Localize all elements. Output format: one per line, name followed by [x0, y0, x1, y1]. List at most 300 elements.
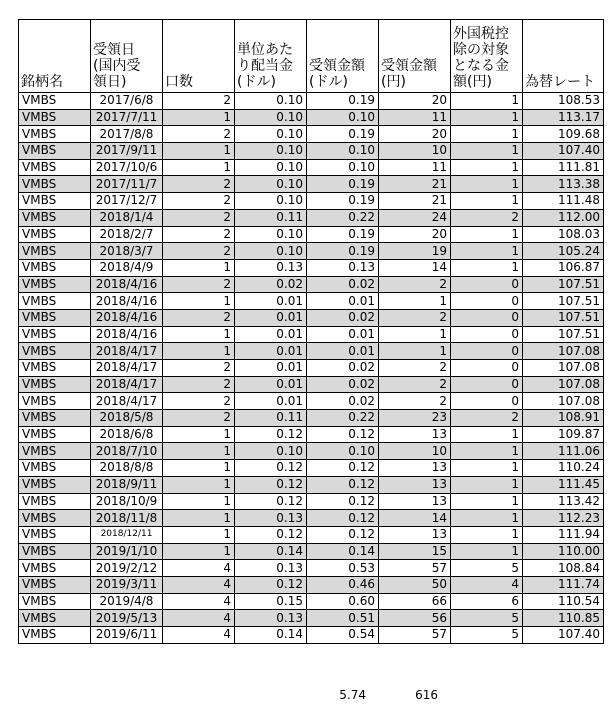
cell-amount-jpy[interactable]: 13 [379, 526, 451, 543]
cell-ticker[interactable]: VMBS [19, 309, 91, 326]
cell-amount-jpy[interactable]: 11 [379, 109, 451, 126]
cell-dividend-per-unit[interactable]: 0.13 [235, 610, 307, 627]
cell-exchange-rate[interactable]: 107.51 [523, 326, 604, 343]
cell-units[interactable]: 1 [163, 326, 235, 343]
cell-amount-usd[interactable]: 0.01 [307, 293, 379, 310]
cell-amount-usd[interactable]: 0.02 [307, 393, 379, 410]
cell-exchange-rate[interactable]: 105.24 [523, 243, 604, 260]
cell-units[interactable]: 1 [163, 143, 235, 160]
table-row [19, 93, 604, 110]
cell-amount-usd[interactable]: 0.12 [307, 526, 379, 543]
cell-amount-jpy[interactable]: 21 [379, 176, 451, 193]
cell-exchange-rate[interactable]: 111.94 [523, 526, 604, 543]
cell-dividend-per-unit[interactable]: 0.10 [235, 226, 307, 243]
table-row [19, 193, 604, 210]
cell-ticker[interactable]: VMBS [19, 393, 91, 410]
cell-ticker[interactable]: VMBS [19, 143, 91, 160]
cell-amount-usd[interactable]: 0.10 [307, 143, 379, 160]
cell-foreign-tax-credit[interactable]: 5 [451, 560, 523, 577]
cell-foreign-tax-credit[interactable]: 1 [451, 243, 523, 260]
cell-amount-jpy[interactable]: 1 [379, 343, 451, 360]
cell-amount-usd[interactable]: 0.22 [307, 209, 379, 226]
cell-units[interactable]: 4 [163, 627, 235, 644]
cell-amount-jpy[interactable]: 57 [379, 560, 451, 577]
cell-received-date[interactable]: 2018/2/7 [91, 226, 163, 243]
cell-ticker[interactable]: VMBS [19, 526, 91, 543]
cell-dividend-per-unit[interactable]: 0.01 [235, 326, 307, 343]
cell-amount-jpy[interactable]: 20 [379, 126, 451, 143]
table-row [19, 593, 604, 610]
cell-units[interactable]: 2 [163, 126, 235, 143]
cell-foreign-tax-credit[interactable]: 1 [451, 176, 523, 193]
cell-ticker[interactable]: VMBS [19, 326, 91, 343]
cell-units[interactable]: 1 [163, 460, 235, 477]
cell-received-date[interactable]: 2018/3/7 [91, 243, 163, 260]
cell-received-date[interactable]: 2018/4/9 [91, 259, 163, 276]
table-row [19, 376, 604, 393]
cell-dividend-per-unit[interactable]: 0.01 [235, 393, 307, 410]
cell-amount-jpy[interactable]: 2 [379, 276, 451, 293]
cell-amount-usd[interactable]: 0.12 [307, 510, 379, 527]
cell-foreign-tax-credit[interactable]: 1 [451, 109, 523, 126]
cell-foreign-tax-credit[interactable]: 1 [451, 443, 523, 460]
cell-dividend-per-unit[interactable]: 0.01 [235, 343, 307, 360]
cell-amount-usd[interactable]: 0.10 [307, 109, 379, 126]
cell-foreign-tax-credit[interactable]: 0 [451, 343, 523, 360]
cell-units[interactable]: 1 [163, 510, 235, 527]
cell-dividend-per-unit[interactable]: 0.11 [235, 410, 307, 427]
cell-amount-usd[interactable]: 0.60 [307, 593, 379, 610]
cell-units[interactable]: 2 [163, 193, 235, 210]
cell-exchange-rate[interactable]: 108.53 [523, 93, 604, 110]
cell-foreign-tax-credit[interactable]: 6 [451, 593, 523, 610]
cell-foreign-tax-credit[interactable]: 1 [451, 126, 523, 143]
cell-exchange-rate[interactable]: 107.08 [523, 393, 604, 410]
cell-ticker[interactable]: VMBS [19, 627, 91, 644]
cell-received-date[interactable]: 2017/8/8 [91, 126, 163, 143]
cell-dividend-per-unit[interactable]: 0.12 [235, 493, 307, 510]
cell-exchange-rate[interactable]: 108.03 [523, 226, 604, 243]
cell-received-date[interactable]: 2018/4/17 [91, 360, 163, 377]
cell-amount-jpy[interactable]: 13 [379, 476, 451, 493]
cell-dividend-per-unit[interactable]: 0.10 [235, 159, 307, 176]
cell-foreign-tax-credit[interactable]: 5 [451, 610, 523, 627]
cell-ticker[interactable]: VMBS [19, 543, 91, 560]
cell-units[interactable]: 4 [163, 610, 235, 627]
cell-foreign-tax-credit[interactable]: 1 [451, 526, 523, 543]
cell-ticker[interactable]: VMBS [19, 276, 91, 293]
cell-amount-usd[interactable]: 0.13 [307, 259, 379, 276]
cell-foreign-tax-credit[interactable]: 1 [451, 159, 523, 176]
table-row [19, 243, 604, 260]
cell-amount-usd[interactable]: 0.12 [307, 476, 379, 493]
cell-amount-usd[interactable]: 0.12 [307, 493, 379, 510]
cell-dividend-per-unit[interactable]: 0.13 [235, 510, 307, 527]
cell-foreign-tax-credit[interactable]: 0 [451, 360, 523, 377]
cell-amount-usd[interactable]: 0.12 [307, 460, 379, 477]
cell-amount-jpy[interactable]: 19 [379, 243, 451, 260]
cell-dividend-per-unit[interactable]: 0.10 [235, 193, 307, 210]
cell-units[interactable]: 1 [163, 159, 235, 176]
cell-foreign-tax-credit[interactable]: 1 [451, 426, 523, 443]
cell-foreign-tax-credit[interactable]: 0 [451, 293, 523, 310]
cell-exchange-rate[interactable]: 110.24 [523, 460, 604, 477]
cell-exchange-rate[interactable]: 107.40 [523, 627, 604, 644]
cell-exchange-rate[interactable]: 107.08 [523, 360, 604, 377]
cell-amount-jpy[interactable]: 2 [379, 376, 451, 393]
total-jpy[interactable]: 616 [415, 688, 438, 702]
cell-received-date[interactable]: 2018/4/17 [91, 343, 163, 360]
cell-amount-jpy[interactable]: 20 [379, 93, 451, 110]
cell-units[interactable]: 1 [163, 109, 235, 126]
cell-amount-jpy[interactable]: 13 [379, 460, 451, 477]
table-row [19, 493, 604, 510]
cell-amount-jpy[interactable]: 14 [379, 510, 451, 527]
cell-ticker[interactable]: VMBS [19, 176, 91, 193]
cell-amount-usd[interactable]: 0.19 [307, 126, 379, 143]
cell-foreign-tax-credit[interactable]: 2 [451, 410, 523, 427]
cell-amount-usd[interactable]: 0.02 [307, 276, 379, 293]
cell-received-date[interactable]: 2017/12/7 [91, 193, 163, 210]
cell-foreign-tax-credit[interactable]: 0 [451, 276, 523, 293]
cell-amount-usd[interactable]: 0.02 [307, 309, 379, 326]
cell-units[interactable]: 4 [163, 593, 235, 610]
cell-foreign-tax-credit[interactable]: 0 [451, 376, 523, 393]
cell-amount-usd[interactable]: 0.12 [307, 426, 379, 443]
cell-received-date[interactable]: 2018/7/10 [91, 443, 163, 460]
cell-ticker[interactable]: VMBS [19, 476, 91, 493]
cell-ticker[interactable]: VMBS [19, 243, 91, 260]
cell-amount-usd[interactable]: 0.53 [307, 560, 379, 577]
cell-amount-usd[interactable]: 0.19 [307, 93, 379, 110]
cell-amount-usd[interactable]: 0.51 [307, 610, 379, 627]
cell-units[interactable]: 2 [163, 360, 235, 377]
cell-exchange-rate[interactable]: 107.08 [523, 376, 604, 393]
cell-dividend-per-unit[interactable]: 0.10 [235, 126, 307, 143]
cell-received-date[interactable]: 2018/6/8 [91, 426, 163, 443]
cell-units[interactable]: 1 [163, 259, 235, 276]
cell-amount-usd[interactable]: 0.19 [307, 193, 379, 210]
cell-foreign-tax-credit[interactable]: 1 [451, 193, 523, 210]
cell-exchange-rate[interactable]: 111.74 [523, 576, 604, 593]
cell-foreign-tax-credit[interactable]: 1 [451, 259, 523, 276]
cell-amount-usd[interactable]: 0.46 [307, 576, 379, 593]
header-amount-jpy[interactable]: 受領金額 (円) [379, 20, 451, 93]
cell-dividend-per-unit[interactable]: 0.13 [235, 560, 307, 577]
header-foreign-tax-credit[interactable]: 外国税控 除の対象 となる金 額(円) [451, 20, 523, 93]
cell-ticker[interactable]: VMBS [19, 610, 91, 627]
cell-foreign-tax-credit[interactable]: 1 [451, 510, 523, 527]
table-row [19, 460, 604, 477]
header-dividend-per-unit[interactable]: 単位あた り配当金 (ドル) [235, 20, 307, 93]
cell-foreign-tax-credit[interactable]: 1 [451, 460, 523, 477]
cell-dividend-per-unit[interactable]: 0.01 [235, 360, 307, 377]
cell-dividend-per-unit[interactable]: 0.12 [235, 460, 307, 477]
cell-received-date[interactable]: 2019/2/12 [91, 560, 163, 577]
cell-ticker[interactable]: VMBS [19, 576, 91, 593]
cell-amount-jpy[interactable]: 15 [379, 543, 451, 560]
cell-ticker[interactable]: VMBS [19, 426, 91, 443]
cell-received-date[interactable]: 2017/6/8 [91, 93, 163, 110]
table-row [19, 510, 604, 527]
cell-amount-usd[interactable]: 0.54 [307, 627, 379, 644]
cell-amount-usd[interactable]: 0.22 [307, 410, 379, 427]
cell-amount-usd[interactable]: 0.10 [307, 443, 379, 460]
cell-amount-jpy[interactable]: 20 [379, 226, 451, 243]
cell-dividend-per-unit[interactable]: 0.10 [235, 109, 307, 126]
cell-amount-jpy[interactable]: 13 [379, 493, 451, 510]
cell-exchange-rate[interactable]: 113.42 [523, 493, 604, 510]
cell-amount-jpy[interactable]: 57 [379, 627, 451, 644]
cell-units[interactable]: 2 [163, 376, 235, 393]
cell-exchange-rate[interactable]: 111.45 [523, 476, 604, 493]
table-row [19, 159, 604, 176]
cell-foreign-tax-credit[interactable]: 0 [451, 326, 523, 343]
cell-ticker[interactable]: VMBS [19, 193, 91, 210]
table-row [19, 209, 604, 226]
cell-dividend-per-unit[interactable]: 0.02 [235, 276, 307, 293]
cell-foreign-tax-credit[interactable]: 1 [451, 143, 523, 160]
cell-received-date[interactable]: 2018/4/16 [91, 326, 163, 343]
cell-amount-usd[interactable]: 0.02 [307, 376, 379, 393]
cell-dividend-per-unit[interactable]: 0.10 [235, 176, 307, 193]
cell-units[interactable]: 2 [163, 393, 235, 410]
cell-units[interactable]: 2 [163, 276, 235, 293]
cell-received-date[interactable]: 2018/8/8 [91, 460, 163, 477]
cell-dividend-per-unit[interactable]: 0.01 [235, 376, 307, 393]
cell-dividend-per-unit[interactable]: 0.10 [235, 143, 307, 160]
cell-foreign-tax-credit[interactable]: 1 [451, 476, 523, 493]
cell-received-date[interactable]: 2017/10/6 [91, 159, 163, 176]
cell-amount-jpy[interactable]: 11 [379, 159, 451, 176]
cell-dividend-per-unit[interactable]: 0.12 [235, 476, 307, 493]
cell-ticker[interactable]: VMBS [19, 343, 91, 360]
cell-received-date[interactable]: 2017/11/7 [91, 176, 163, 193]
cell-units[interactable]: 1 [163, 426, 235, 443]
cell-received-date[interactable]: 2018/4/17 [91, 393, 163, 410]
cell-foreign-tax-credit[interactable]: 0 [451, 393, 523, 410]
cell-units[interactable]: 4 [163, 560, 235, 577]
cell-ticker[interactable]: VMBS [19, 493, 91, 510]
cell-exchange-rate[interactable]: 111.81 [523, 159, 604, 176]
cell-exchange-rate[interactable]: 108.91 [523, 410, 604, 427]
cell-foreign-tax-credit[interactable]: 0 [451, 309, 523, 326]
cell-amount-jpy[interactable]: 2 [379, 360, 451, 377]
cell-exchange-rate[interactable]: 110.85 [523, 610, 604, 627]
cell-ticker[interactable]: VMBS [19, 443, 91, 460]
cell-units[interactable]: 1 [163, 443, 235, 460]
cell-units[interactable]: 2 [163, 176, 235, 193]
table-row [19, 526, 604, 543]
cell-received-date[interactable]: 2018/12/11 [91, 526, 163, 543]
cell-exchange-rate[interactable]: 112.00 [523, 209, 604, 226]
cell-amount-usd[interactable]: 0.02 [307, 360, 379, 377]
cell-amount-jpy[interactable]: 10 [379, 143, 451, 160]
cell-dividend-per-unit[interactable]: 0.13 [235, 259, 307, 276]
table-row [19, 393, 604, 410]
cell-exchange-rate[interactable]: 113.38 [523, 176, 604, 193]
cell-received-date[interactable]: 2018/4/16 [91, 293, 163, 310]
cell-received-date[interactable]: 2018/9/11 [91, 476, 163, 493]
header-exchange-rate[interactable]: 為替レート [523, 20, 604, 93]
table-row [19, 293, 604, 310]
spreadsheet [18, 19, 603, 644]
cell-dividend-per-unit[interactable]: 0.01 [235, 309, 307, 326]
cell-amount-usd[interactable]: 0.01 [307, 343, 379, 360]
cell-ticker[interactable]: VMBS [19, 410, 91, 427]
cell-units[interactable]: 2 [163, 93, 235, 110]
cell-units[interactable]: 2 [163, 243, 235, 260]
cell-units[interactable]: 1 [163, 476, 235, 493]
cell-dividend-per-unit[interactable]: 0.12 [235, 576, 307, 593]
cell-exchange-rate[interactable]: 106.87 [523, 259, 604, 276]
cell-dividend-per-unit[interactable]: 0.10 [235, 443, 307, 460]
cell-exchange-rate[interactable]: 110.54 [523, 593, 604, 610]
cell-exchange-rate[interactable]: 107.40 [523, 143, 604, 160]
cell-amount-jpy[interactable]: 2 [379, 309, 451, 326]
cell-amount-jpy[interactable]: 10 [379, 443, 451, 460]
cell-received-date[interactable]: 2019/4/8 [91, 593, 163, 610]
cell-amount-jpy[interactable]: 14 [379, 259, 451, 276]
cell-dividend-per-unit[interactable]: 0.10 [235, 243, 307, 260]
cell-amount-jpy[interactable]: 21 [379, 193, 451, 210]
total-usd[interactable]: 5.74 [339, 688, 366, 702]
cell-units[interactable]: 1 [163, 343, 235, 360]
header-row [19, 20, 604, 93]
cell-received-date[interactable]: 2017/9/11 [91, 143, 163, 160]
totals-row [0, 688, 611, 704]
cell-ticker[interactable]: VMBS [19, 126, 91, 143]
cell-units[interactable]: 1 [163, 526, 235, 543]
cell-units[interactable]: 1 [163, 493, 235, 510]
table-row [19, 343, 604, 360]
cell-units[interactable]: 1 [163, 543, 235, 560]
cell-ticker[interactable]: VMBS [19, 360, 91, 377]
cell-amount-jpy[interactable]: 66 [379, 593, 451, 610]
cell-amount-jpy[interactable]: 56 [379, 610, 451, 627]
table-row [19, 426, 604, 443]
table-row [19, 276, 604, 293]
cell-received-date[interactable]: 2018/4/17 [91, 376, 163, 393]
cell-amount-jpy[interactable]: 50 [379, 576, 451, 593]
table-row [19, 309, 604, 326]
cell-amount-jpy[interactable]: 24 [379, 209, 451, 226]
cell-amount-usd[interactable]: 0.01 [307, 326, 379, 343]
cell-foreign-tax-credit[interactable]: 2 [451, 209, 523, 226]
cell-ticker[interactable]: VMBS [19, 293, 91, 310]
cell-foreign-tax-credit[interactable]: 1 [451, 226, 523, 243]
table-row [19, 126, 604, 143]
cell-dividend-per-unit[interactable]: 0.12 [235, 426, 307, 443]
cell-dividend-per-unit[interactable]: 0.10 [235, 93, 307, 110]
cell-exchange-rate[interactable]: 107.51 [523, 293, 604, 310]
header-received-date[interactable]: 受領日 (国内受 領日) [91, 20, 163, 93]
cell-received-date[interactable]: 2018/10/9 [91, 493, 163, 510]
cell-exchange-rate[interactable]: 113.17 [523, 109, 604, 126]
cell-units[interactable]: 2 [163, 309, 235, 326]
cell-received-date[interactable]: 2018/4/16 [91, 309, 163, 326]
table-row [19, 476, 604, 493]
cell-amount-jpy[interactable]: 13 [379, 426, 451, 443]
cell-foreign-tax-credit[interactable]: 1 [451, 93, 523, 110]
cell-foreign-tax-credit[interactable]: 5 [451, 627, 523, 644]
cell-exchange-rate[interactable]: 111.06 [523, 443, 604, 460]
cell-units[interactable]: 2 [163, 209, 235, 226]
cell-exchange-rate[interactable]: 107.51 [523, 276, 604, 293]
table-row [19, 560, 604, 577]
cell-dividend-per-unit[interactable]: 0.12 [235, 526, 307, 543]
cell-received-date[interactable]: 2018/5/8 [91, 410, 163, 427]
cell-amount-jpy[interactable]: 1 [379, 293, 451, 310]
header-amount-usd[interactable]: 受領金額 (ドル) [307, 20, 379, 93]
header-ticker[interactable]: 銘柄名 [19, 20, 91, 93]
cell-exchange-rate[interactable]: 111.48 [523, 193, 604, 210]
cell-exchange-rate[interactable]: 109.68 [523, 126, 604, 143]
cell-dividend-per-unit[interactable]: 0.14 [235, 543, 307, 560]
cell-received-date[interactable]: 2019/1/10 [91, 543, 163, 560]
cell-units[interactable]: 1 [163, 293, 235, 310]
cell-dividend-per-unit[interactable]: 0.14 [235, 627, 307, 644]
cell-amount-jpy[interactable]: 2 [379, 393, 451, 410]
table-row [19, 326, 604, 343]
cell-ticker[interactable]: VMBS [19, 109, 91, 126]
cell-amount-jpy[interactable]: 23 [379, 410, 451, 427]
cell-foreign-tax-credit[interactable]: 4 [451, 576, 523, 593]
cell-amount-usd[interactable]: 0.10 [307, 159, 379, 176]
cell-received-date[interactable]: 2017/7/11 [91, 109, 163, 126]
cell-exchange-rate[interactable]: 109.87 [523, 426, 604, 443]
table-row [19, 627, 604, 644]
cell-ticker[interactable]: VMBS [19, 159, 91, 176]
cell-units[interactable]: 2 [163, 226, 235, 243]
cell-amount-usd[interactable]: 0.19 [307, 176, 379, 193]
cell-dividend-per-unit[interactable]: 0.01 [235, 293, 307, 310]
cell-ticker[interactable]: VMBS [19, 259, 91, 276]
cell-exchange-rate[interactable]: 112.23 [523, 510, 604, 527]
cell-amount-usd[interactable]: 0.14 [307, 543, 379, 560]
cell-exchange-rate[interactable]: 107.51 [523, 309, 604, 326]
cell-received-date[interactable]: 2018/1/4 [91, 209, 163, 226]
cell-received-date[interactable]: 2019/6/11 [91, 627, 163, 644]
cell-dividend-per-unit[interactable]: 0.15 [235, 593, 307, 610]
cell-ticker[interactable]: VMBS [19, 93, 91, 110]
cell-amount-jpy[interactable]: 1 [379, 326, 451, 343]
cell-received-date[interactable]: 2018/11/8 [91, 510, 163, 527]
cell-exchange-rate[interactable]: 108.84 [523, 560, 604, 577]
cell-ticker[interactable]: VMBS [19, 460, 91, 477]
table-row [19, 360, 604, 377]
cell-ticker[interactable]: VMBS [19, 510, 91, 527]
cell-dividend-per-unit[interactable]: 0.11 [235, 209, 307, 226]
cell-foreign-tax-credit[interactable]: 1 [451, 543, 523, 560]
cell-received-date[interactable]: 2019/5/13 [91, 610, 163, 627]
cell-received-date[interactable]: 2019/3/11 [91, 576, 163, 593]
cell-units[interactable]: 2 [163, 410, 235, 427]
cell-amount-usd[interactable]: 0.19 [307, 226, 379, 243]
cell-ticker[interactable]: VMBS [19, 376, 91, 393]
cell-foreign-tax-credit[interactable]: 1 [451, 493, 523, 510]
cell-ticker[interactable]: VMBS [19, 593, 91, 610]
cell-ticker[interactable]: VMBS [19, 226, 91, 243]
cell-exchange-rate[interactable]: 107.08 [523, 343, 604, 360]
cell-ticker[interactable]: VMBS [19, 209, 91, 226]
cell-received-date[interactable]: 2018/4/16 [91, 276, 163, 293]
cell-ticker[interactable]: VMBS [19, 560, 91, 577]
header-units[interactable]: 口数 [163, 20, 235, 93]
cell-units[interactable]: 4 [163, 576, 235, 593]
cell-exchange-rate[interactable]: 110.00 [523, 543, 604, 560]
cell-amount-usd[interactable]: 0.19 [307, 243, 379, 260]
